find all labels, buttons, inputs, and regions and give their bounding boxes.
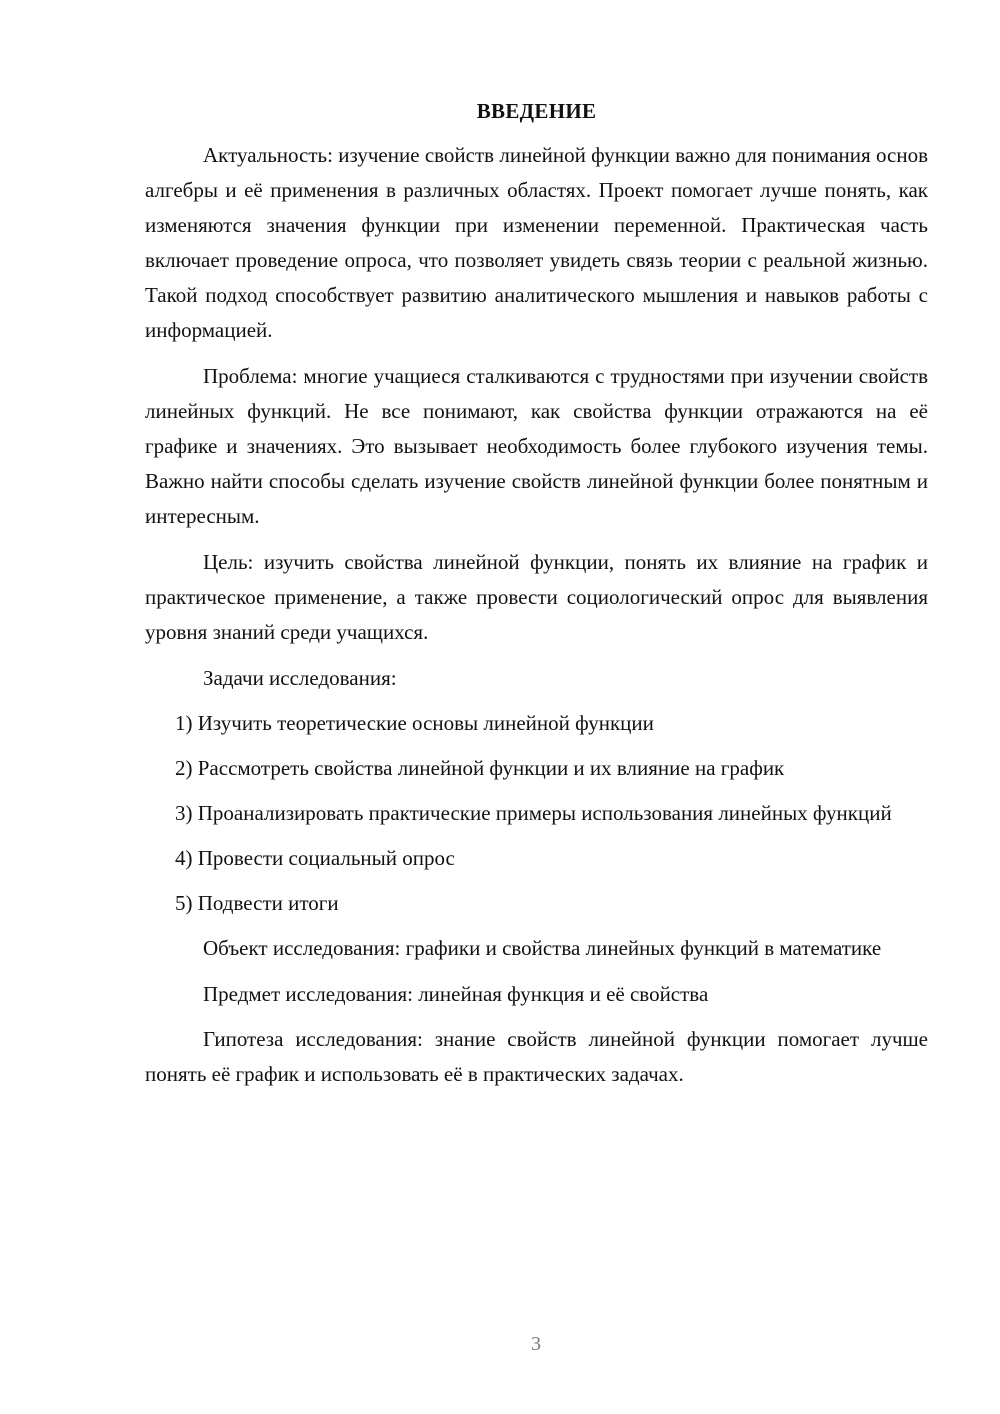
page-number: 3 [531, 1333, 541, 1355]
section-title: ВВЕДЕНИЕ [476, 99, 597, 123]
subject-paragraph: Предмет исследования: линейная функция и её свойства [203, 982, 709, 1006]
hypothesis-paragraph: Гипотеза исследования: знание свойств линейной функции помогает лучше понять её график и использовать её в практических задачах. [145, 1027, 928, 1086]
task-item: 3) Проанализировать практические примеры использования линейных функций [175, 801, 892, 825]
object-paragraph: Объект исследования: графики и свойства линейных функций в математике [203, 936, 882, 960]
task-item: 4) Провести социальный опрос [175, 846, 455, 870]
tasks-heading: Задачи исследования: [203, 666, 397, 690]
task-item: 2) Рассмотреть свойства линейной функции и их влияние на график [175, 756, 785, 780]
relevance-paragraph: Актуальность: изучение свойств линейной функции важно для понимания основ алгебры и её применения в различных областях. Проект помогает лучше понять, как изменяются значения функции при изменении переменной. Практическая часть включает проведение опроса, что позволяет увидеть связь теории с реальной жизнью. Такой подход способствует развитию аналитического мышления и навыков работы с информацией. [145, 143, 928, 342]
task-item: 1) Изучить теоретические основы линейной функции [175, 711, 654, 735]
problem-paragraph: Проблема: многие учащиеся сталкиваются с трудностями при изучении свойств линейных функций. Не все понимают, как свойства функции отражаются на её графике и значениях. Это вызывает необходимость более глубокого изучения темы. Важно найти способы сделать изучение свойств линейной функции более понятным и интересным. [145, 364, 928, 528]
goal-paragraph: Цель: изучить свойства линейной функции, понять их влияние на график и практическое применение, а также провести социологический опрос для выявления уровня знаний среди учащихся. [145, 550, 928, 644]
page-content [145, 94, 928, 1103]
task-item: 5) Подвести итоги [175, 891, 339, 915]
